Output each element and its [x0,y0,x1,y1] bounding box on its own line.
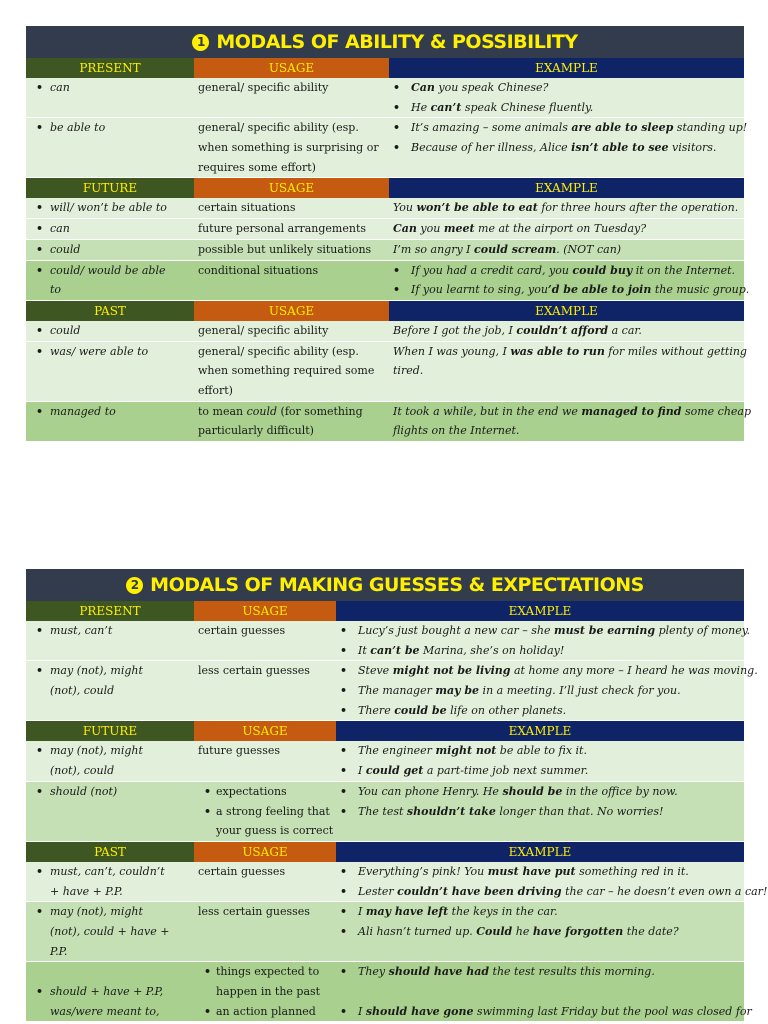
cell-line: • If you learnt to sing, you’d be able to join the music group. [393,280,740,300]
example-cell [336,782,744,841]
cell-line: less certain guesses [198,664,310,678]
table-row [26,342,747,402]
cell-line: when something is surprising or [198,141,379,155]
cell-line [30,962,190,982]
cell-line: • must, can’t [30,621,190,641]
usage-cell [194,219,389,239]
example-cell [336,902,744,961]
example-cell [389,321,744,341]
usage-cell [194,321,389,341]
section-header-row [26,301,744,321]
header-usage: USAGE [194,58,389,78]
cell-line: • Lucy’s just bought a new car – she must be earning plenty of money. [340,621,740,641]
cell-line: It took a while, but in the end we managed to find some cheap [393,404,752,418]
example-cell [389,118,748,177]
cell-line: (not), could [50,764,115,778]
header-example: EXAMPLE [336,601,744,621]
cell-line: • should + have + P.P, [30,982,190,1002]
usage-cell [194,78,389,117]
cell-line: certain guesses [198,864,286,878]
header-usage: USAGE [194,301,389,321]
cell-line: • may (not), might [30,661,190,681]
cell-line: • can [30,78,190,98]
cell-line: (not), could [50,684,115,698]
cell-line: (not), could + have + [50,924,170,938]
table-row [26,240,744,261]
header-example: EXAMPLE [389,178,744,198]
cell-line: • can [30,219,190,239]
cell-line: • Everything’s pink! You must have put something red in it. [340,862,740,882]
header-example: EXAMPLE [389,301,744,321]
cell-line: • things expected to [198,962,332,982]
table-row [26,661,758,721]
cell-line: • The engineer might not be able to fix it. [340,741,740,761]
header-usage: USAGE [194,721,336,741]
modal-cell [26,219,194,239]
cell-line: When I was young, I was able to run for miles without getting [393,344,747,358]
cell-line: • may (not), might [30,741,190,761]
modal-cell [26,321,194,341]
cell-line: • Because of her illness, Alice isn’t able to see visitors. [393,138,740,158]
cell-line: • could [30,321,190,341]
section-number-badge: 1 [192,34,209,51]
cell-line: certain situations [198,201,296,215]
cell-line: • I may have left the keys in the car. [340,902,740,922]
cell-line: • It’s amazing – some animals are able to sleep standing up! [393,118,740,138]
usage-cell [194,741,336,780]
table-row [26,118,748,178]
modal-cell [26,902,194,961]
table-row [26,261,750,301]
cell-line: • They should have had the test results this morning. [340,962,740,982]
example-cell [389,342,747,401]
cell-line: I’m so angry I could scream. (NOT can) [393,242,622,256]
section-header-row [26,721,744,741]
table-title [26,26,744,58]
modal-cell [26,621,194,660]
header-usage: USAGE [194,178,389,198]
usage-cell [194,402,389,441]
modal-cell [26,342,194,401]
cell-line: • The test shouldn’t take longer than that. No worries! [340,802,740,822]
cell-line: general/ specific ability (esp. [198,344,359,358]
cell-line: when something required some [198,364,375,378]
table-title-text: MODALS OF MAKING GUESSES & EXPECTATIONS [150,574,644,596]
cell-line: Can you meet me at the airport on Tuesday? [393,222,647,236]
modal-cell [26,261,194,300]
table-row [26,78,744,118]
table-row [26,782,744,842]
cell-line: conditional situations [198,263,319,277]
header-modal: FUTURE [26,721,194,741]
example-cell [389,219,744,239]
example-cell [336,862,768,901]
cell-line: • was/ were able to [30,342,190,362]
usage-cell [194,198,389,218]
header-usage: USAGE [194,842,336,862]
example-cell [389,402,752,441]
example-cell [389,198,744,218]
usage-cell [194,621,336,660]
table-row [26,321,744,342]
usage-cell [194,782,336,841]
modal-cell [26,661,194,720]
cell-line: P.P. [50,944,68,958]
example-cell [336,741,744,780]
cell-line: • Steve might not be living at home any more – I heard he was moving. [340,661,740,681]
modal-cell [26,741,194,780]
header-modal: PRESENT [26,58,194,78]
header-usage: USAGE [194,601,336,621]
modal-cell [26,240,194,260]
section-header-row [26,58,744,78]
section-header-row [26,178,744,198]
cell-line: to [50,283,62,297]
usage-cell [194,862,336,901]
cell-line: effort) [198,383,233,397]
section-number-badge: 2 [126,577,143,594]
cell-line: was/were meant to, [50,1004,160,1018]
usage-cell [194,240,389,260]
header-modal: PAST [26,842,194,862]
table-title [26,569,744,601]
header-modal: PRESENT [26,601,194,621]
cell-line: • will/ won’t be able to [30,198,190,218]
example-cell [336,962,752,1021]
modal-cell [26,118,194,177]
header-example: EXAMPLE [389,58,744,78]
cell-line: • You can phone Henry. He should be in the office by now. [340,782,740,802]
cell-line: general/ specific ability (esp. [198,121,359,135]
section-header-row [26,842,744,862]
usage-cell [194,118,389,177]
header-modal: PAST [26,301,194,321]
table-row [26,219,744,240]
cell-line: • may (not), might [30,902,190,922]
cell-line [340,982,740,1002]
cell-line: • should (not) [30,782,190,802]
cell-line: • The manager may be in a meeting. I’ll just check for you. [340,681,740,701]
modal-cell [26,782,194,841]
cell-line: general/ specific ability [198,323,329,337]
header-example: EXAMPLE [336,842,744,862]
cell-line: tired. [393,364,424,378]
cell-line: future personal arrangements [198,222,367,236]
cell-line: Before I got the job, I couldn’t afford a car. [393,323,642,337]
example-cell [336,661,758,720]
table-row [26,198,744,219]
usage-cell [194,342,389,401]
cell-line: + have + P.P. [50,884,123,898]
cell-line: • expectations [198,782,332,802]
cell-line: • There could be life on other planets. [340,701,740,721]
cell-line: • must, can’t, couldn’t [30,862,190,882]
cell-line: general/ specific ability [198,81,329,94]
cell-line: You won’t be able to eat for three hours after the operation. [393,201,739,215]
modal-cell [26,962,194,1021]
cell-line: particularly difficult) [198,424,314,438]
table-row [26,962,752,1022]
cell-line: future guesses [198,744,281,758]
example-cell [389,240,744,260]
cell-line: happen in the past [216,985,321,998]
cell-line: • Ali hasn’t turned up. Could he have forgotten the date? [340,922,740,942]
cell-line: • an action planned [198,1002,332,1022]
example-cell [389,261,750,300]
section-header-row [26,601,744,621]
example-cell [389,78,744,117]
guesses-table [26,569,768,1022]
cell-line: • It can’t be Marina, she’s on holiday! [340,641,740,661]
cell-line: certain guesses [198,624,286,637]
cell-line: • If you had a credit card, you could buy it on the Internet. [393,261,740,281]
cell-line: • He can’t speak Chinese fluently. [393,98,740,118]
example-cell [336,621,750,660]
modal-cell [26,862,194,901]
table-row [26,402,752,442]
table-row [26,902,744,962]
table-row [26,621,750,661]
usage-cell [194,962,336,1021]
cell-line: • Lester couldn’t have been driving the car – he doesn’t even own a car! [340,882,740,902]
cell-line: • managed to [30,402,190,422]
cell-line: possible but unlikely situations [198,242,372,256]
cell-line: to mean could (for something [198,404,363,418]
table-row [26,862,768,902]
table-title-text: MODALS OF ABILITY & POSSIBILITY [216,31,578,53]
ability-table [26,26,752,442]
cell-line: flights on the Internet. [393,424,520,438]
cell-line: • be able to [30,118,190,138]
cell-line: less certain guesses [198,905,310,919]
cell-line: • could [30,240,190,260]
cell-line: • I should have gone swimming last Friday but the pool was closed for [340,1002,740,1022]
usage-cell [194,661,336,720]
header-example: EXAMPLE [336,721,744,741]
cell-line: • could/ would be able [30,261,190,281]
usage-cell [194,902,336,961]
cell-line: • I could get a part-time job next summer. [340,761,740,781]
modal-cell [26,198,194,218]
cell-line: • a strong feeling that [198,802,332,822]
usage-cell [194,261,389,300]
modal-cell [26,402,194,441]
cell-line: requires some effort) [198,160,316,174]
cell-line: your guess is correct [216,824,334,838]
table-row [26,741,744,781]
cell-line: • Can you speak Chinese? [393,78,740,98]
header-modal: FUTURE [26,178,194,198]
modal-cell [26,78,194,117]
